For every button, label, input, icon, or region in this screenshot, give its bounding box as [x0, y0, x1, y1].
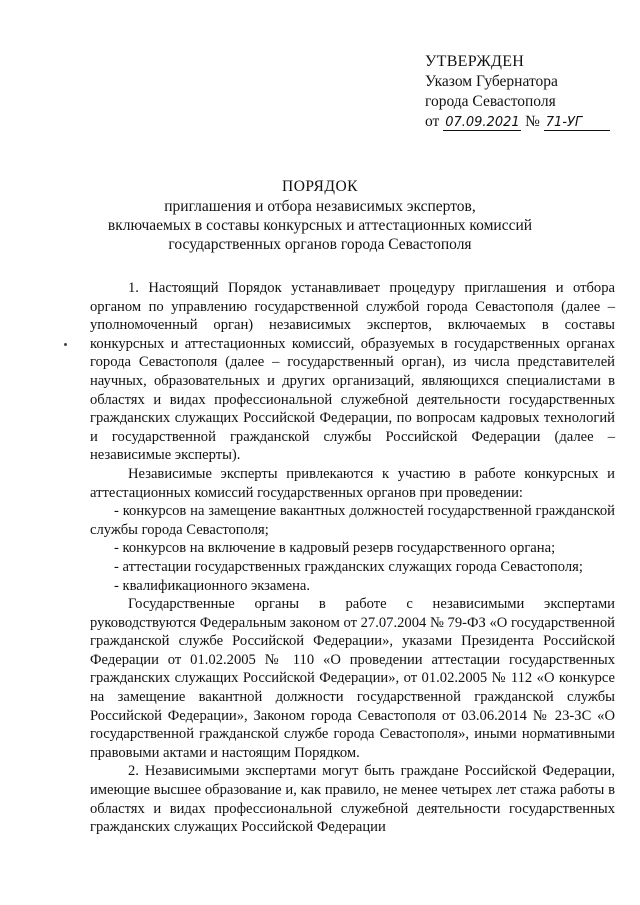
list-item-reserve-contests: - конкурсов на включение в кадровый резерв государственного органа;	[114, 540, 556, 557]
approval-line-city: города Севастополя	[425, 93, 556, 110]
paragraph-1: 1. Настоящий Порядок устанавливает процедуру приглашения и отбора органом по управлению государственной службой города Севастополя (далее – уполномоченный орган) независимых экспертов, включаемых в составы конкурсных и аттестационных комиссий, образуемых в государственных органах города Севастополя (далее – государственный орган), из числа представителей научных, образовательных и других организаций, являющихся специалистами в областях и видах профессиональной служебной деятельности государственных гражданских служащих Российской Федерации, по вопросам кадровых технологий и государственной гражданской службы Российской Федерации (далее – независимые эксперты).	[90, 280, 615, 464]
document-subtitle-line-1: приглашения и отбора независимых экспертов,	[164, 198, 476, 215]
list-item-attestation: - аттестации государственных гражданских служащих города Севастополя;	[114, 558, 583, 575]
list-item-qualification-exam: - квалификационного экзамена.	[114, 577, 311, 594]
paragraph-experts-involvement: Независимые эксперты привлекаются к участию в работе конкурсных и аттестационных комиссий государственных органов при проведении:	[90, 465, 615, 501]
document-body	[90, 279, 615, 837]
document-heading	[0, 177, 640, 254]
approval-date: 07.09.2021	[445, 115, 520, 130]
approval-number-label: №	[525, 113, 540, 130]
document-subtitle-line-3: государственных органов города Севастополя	[168, 236, 472, 253]
approval-number: 71-УГ	[544, 115, 610, 131]
document-subtitle-line-2: включаемых в составы конкурсных и аттестационных комиссий	[107, 217, 533, 234]
approval-from-label: от	[425, 113, 440, 130]
paragraph-2: 2. Независимыми экспертами могут быть граждане Российской Федерации, имеющие высшее образование и, как правило, не менее четырех лет стажа работы в областях и видах профессиональной служебной деятельности государственных гражданских служащих Российской Федерации	[90, 763, 615, 836]
approval-date-number-line	[425, 112, 610, 132]
approval-line-decree: Указом Губернатора	[425, 73, 558, 90]
approval-title: УТВЕРЖДЕН	[425, 53, 525, 70]
document-title: ПОРЯДОК	[282, 178, 358, 195]
paragraph-legal-basis: Государственные органы в работе с независимыми экспертами руководствуются Федеральным законом от 27.07.2004 № 79-ФЗ «О государственной гражданской службе Российской Федерации», указами Президента Российской Федерации от 01.02.2005 № 110 «О проведении аттестации государственных гражданских служащих Российской Федерации», от 01.02.2005 № 112 «О конкурсе на замещение вакантной должности государственной гражданской службы Российской Федерации», Законом города Севастополя от 03.06.2014 № 23-ЗС «О государственной гражданской службе города Севастополя», иными нормативными правовыми актами и настоящим Порядком.	[90, 596, 615, 761]
margin-dot	[64, 343, 67, 346]
approval-stamp-block	[425, 52, 610, 132]
list-item-vacancy-contests: - конкурсов на замещение вакантных должностей государственной гражданской службы города Севастополя;	[90, 503, 615, 538]
